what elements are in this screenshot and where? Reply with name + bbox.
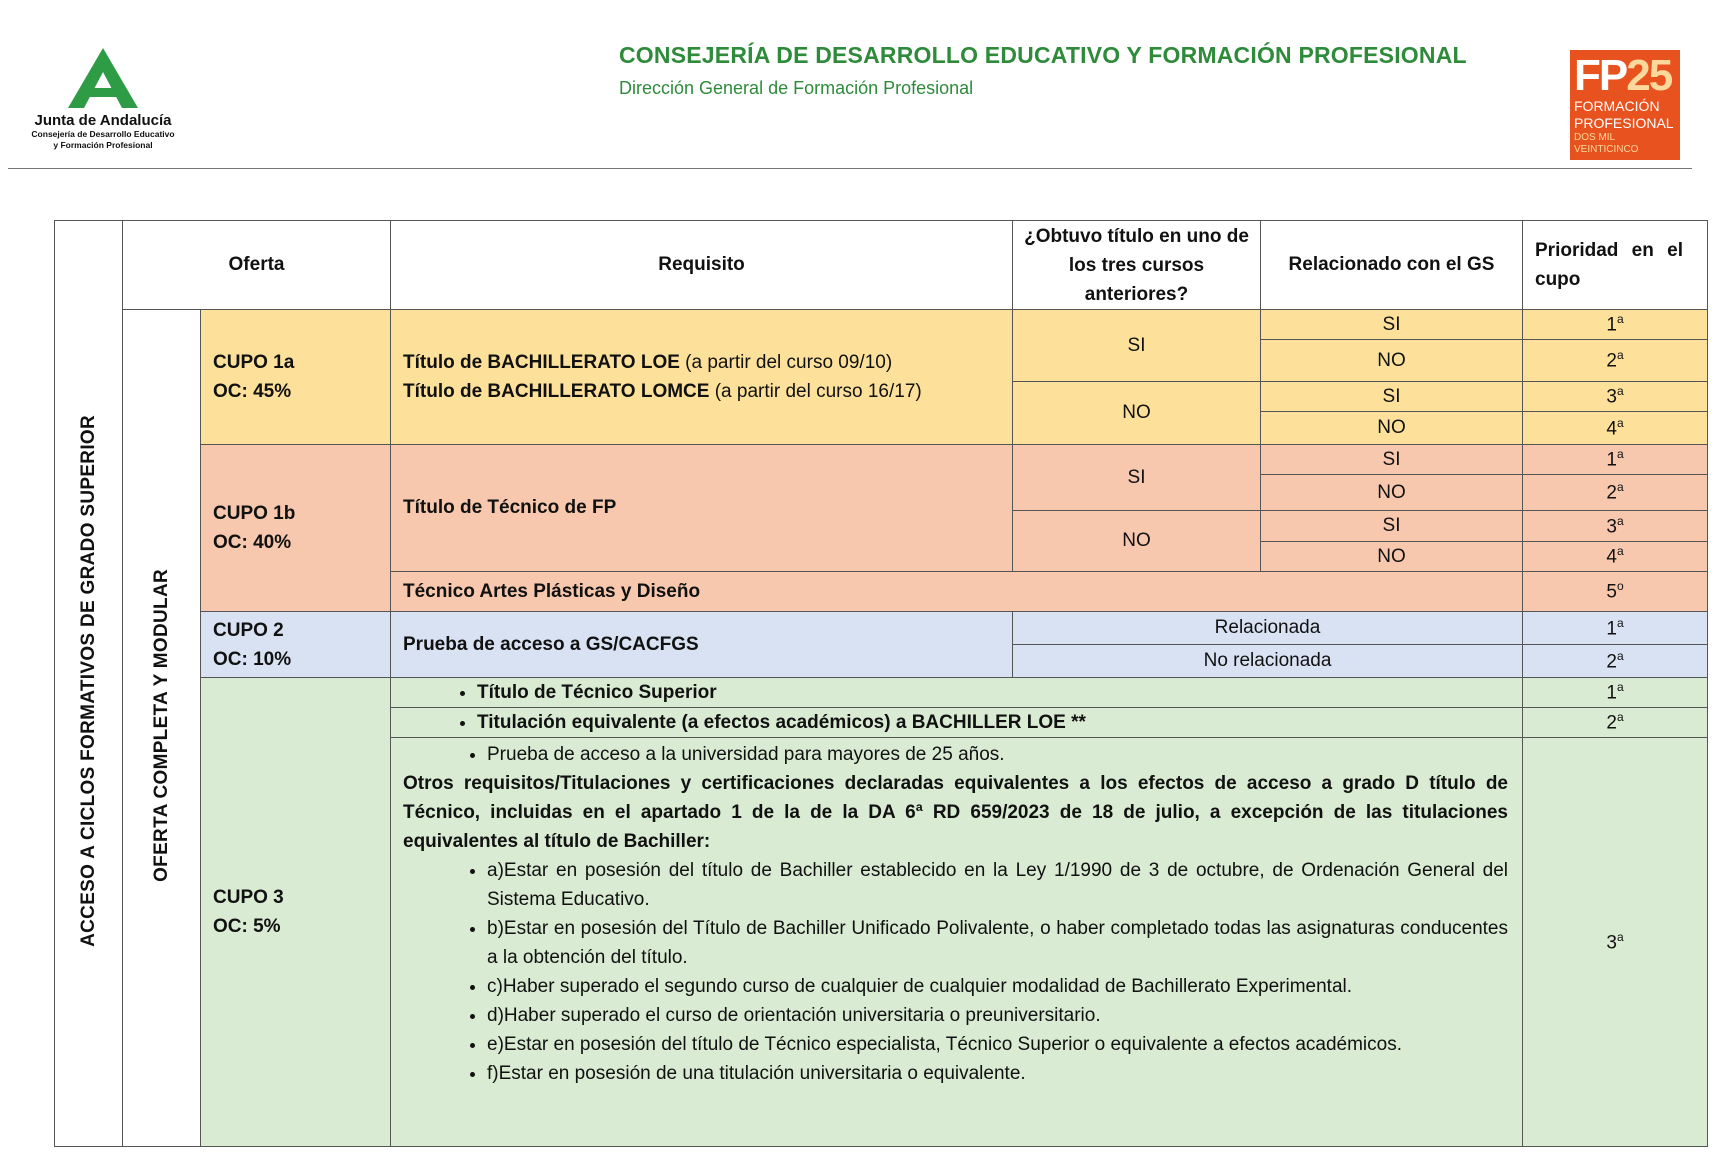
- table-cell: Relacionada: [1013, 612, 1523, 645]
- cupo-1b-requisito: Título de Técnico de FP: [391, 445, 1013, 572]
- list-item: • a)Estar en posesión del título de Bachiller establecido en la Ley 1/1990 de 3 de octubre, de Ordenación General del Sistema Educativo.: [487, 856, 1508, 914]
- table-cell: 3$^a$: [1523, 738, 1708, 1147]
- table-cell: NO: [1261, 340, 1523, 382]
- table-cell: NO: [1261, 412, 1523, 445]
- table-cell: 2$^a$: [1523, 708, 1708, 738]
- table-cell: 3$^a$: [1523, 511, 1708, 542]
- table-cell: SI: [1261, 511, 1523, 542]
- list-item: • b)Estar en posesión del Título de Bachiller Unificado Polivalente, o haber completado todas las asignaturas conducentes a la obtención del título.: [487, 914, 1508, 972]
- fp25-line2: PROFESIONAL: [1574, 115, 1674, 131]
- fp25-logo: [1570, 50, 1680, 160]
- list-item: • d)Haber superado el curso de orientación universitaria o preuniversitario.: [487, 1001, 1508, 1030]
- cupo-3-otros-text: Otros requisitos/Titulaciones y certificaciones declaradas equivalentes a los efectos de acceso a grado D título de Técnico, incluidas en el apartado 1 de la de la DA 6ª RD 659/2023 de 18 de julio, a excepción de las titulaciones equivalentes al título de Bachiller:: [403, 773, 1508, 852]
- header-divider: [8, 168, 1692, 169]
- cupo-3-label: CUPO 3 OC: 5%: [201, 678, 391, 1147]
- table-cell: NO: [1261, 542, 1523, 572]
- table-cell: 1$^a$: [1523, 612, 1708, 645]
- cupo-1a-requisito: Título de BACHILLERATO LOE (a partir del curso 09/10) Título de BACHILLERATO LOMCE (a partir del curso 16/17): [391, 310, 1013, 445]
- junta-andalucia-logo: [28, 48, 178, 151]
- table-cell: SI: [1261, 445, 1523, 475]
- cupo-3-item-2: • Titulación equivalente (a efectos académicos) a BACHILLER LOE **: [391, 708, 1523, 738]
- list-item: • e)Estar en posesión del título de Técnico especialista, Técnico Superior o equivalente a efectos académicos.: [487, 1030, 1508, 1059]
- access-table: [54, 220, 1708, 1147]
- table-cell: 1$^a$: [1523, 445, 1708, 475]
- page-title: CONSEJERÍA DE DESARROLLO EDUCATIVO Y FORMACIÓN PROFESIONAL: [619, 42, 1467, 68]
- list-item: • c)Haber superado el segundo curso de cualquier de cualquier modalidad de Bachillerato Experimental.: [487, 972, 1508, 1001]
- cupo-1b-obtuvo-si: SI: [1013, 445, 1261, 511]
- cupo-1a-obtuvo-si: SI: [1013, 310, 1261, 382]
- logo-name: Junta de Andalucía: [34, 112, 172, 129]
- header-prioridad: Prioridad en el cupo: [1523, 221, 1708, 310]
- cupo-3-item-3: • Prueba de acceso a la universidad para mayores de 25 años.: [487, 740, 1508, 769]
- fp25-line3: DOS MIL VEINTICINCO: [1574, 132, 1639, 155]
- table-cell: SI: [1261, 310, 1523, 340]
- header-requisito: Requisito: [391, 221, 1013, 310]
- header-relacionado: Relacionado con el GS: [1261, 221, 1523, 310]
- fp25-line1: FORMACIÓN: [1574, 98, 1660, 114]
- vertical-title-inner: OFERTA COMPLETA Y MODULAR: [123, 310, 201, 1147]
- cupo-3-otros: [391, 738, 1523, 1147]
- junta-a-icon: [68, 48, 138, 108]
- cupo-2-requisito: Prueba de acceso a GS/CACFGS: [391, 612, 1013, 678]
- table-cell: 2$^a$: [1523, 645, 1708, 678]
- header-obtuvo: ¿Obtuvo título en uno de los tres cursos anteriores?: [1013, 221, 1261, 310]
- table-cell: 3$^a$: [1523, 382, 1708, 412]
- fp25-mark: FP25: [1574, 51, 1672, 100]
- table-cell: 2$^a$: [1523, 475, 1708, 511]
- cupo-1b-obtuvo-no: NO: [1013, 511, 1261, 572]
- logo-subtitle-1: Consejería de Desarrollo Educativo: [31, 129, 175, 139]
- cupo-1a-label: CUPO 1a OC: 45%: [201, 310, 391, 445]
- table-cell: 4$^a$: [1523, 412, 1708, 445]
- vertical-title-outer: ACCESO A CICLOS FORMATIVOS DE GRADO SUPERIOR: [55, 221, 123, 1147]
- logo-subtitle-2: y Formación Profesional: [53, 140, 153, 150]
- cupo-1a-obtuvo-no: NO: [1013, 382, 1261, 445]
- table-cell: SI: [1261, 382, 1523, 412]
- cupo-2-label: CUPO 2 OC: 10%: [201, 612, 391, 678]
- table-cell: 4$^a$: [1523, 542, 1708, 572]
- cupo-1b-artes: Técnico Artes Plásticas y Diseño: [391, 572, 1523, 612]
- table-cell: NO: [1261, 475, 1523, 511]
- cupo-1b-label: CUPO 1b OC: 40%: [201, 445, 391, 612]
- table-cell: 2$^a$: [1523, 340, 1708, 382]
- header-oferta: Oferta: [123, 221, 391, 310]
- table-cell: 1$^a$: [1523, 678, 1708, 708]
- page-header: [0, 0, 1728, 175]
- table-cell: 1$^a$: [1523, 310, 1708, 340]
- table-cell: 5$^o$: [1523, 572, 1708, 612]
- list-item: • f)Estar en posesión de una titulación universitaria o equivalente.: [487, 1059, 1508, 1088]
- cupo-3-item-1: • Título de Técnico Superior: [391, 678, 1523, 708]
- table-cell: No relacionada: [1013, 645, 1523, 678]
- page-subtitle: Dirección General de Formación Profesional: [619, 78, 974, 98]
